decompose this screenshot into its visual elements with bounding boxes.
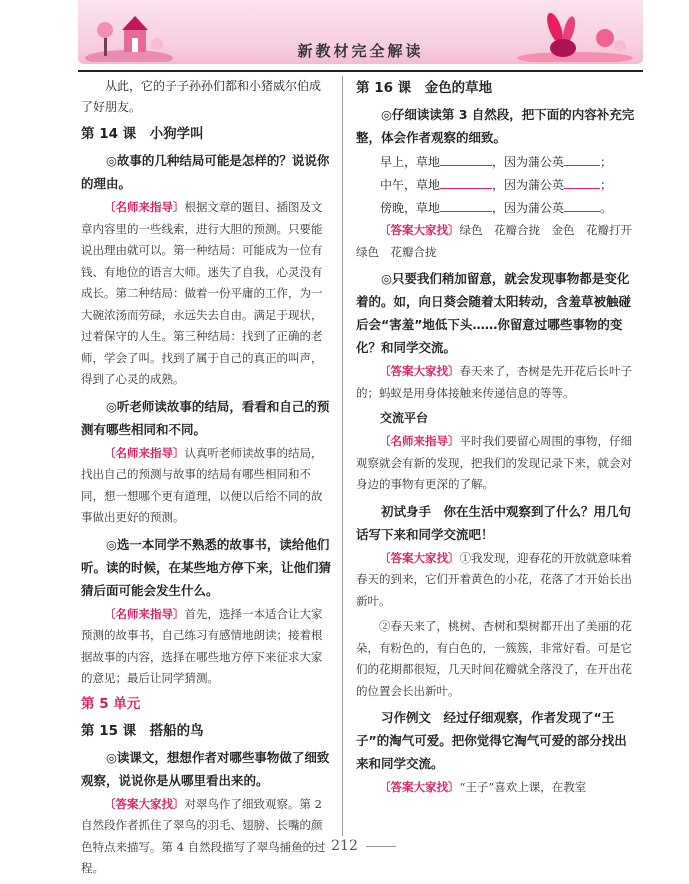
page-number [0,838,689,854]
fill-text: ； [600,178,613,192]
question-2: ◎听老师读故事的结局，看看和自己的预测有哪些相同和不同。 [81,398,330,437]
blank-line [440,176,492,189]
answer-tag: 〔答案大家找〕 [379,550,460,565]
answer-5 [356,220,644,263]
answer-6 [356,361,638,404]
practice-prompt: 习作例文 经过仔细观察，作者发现了“王子”的淘气可爱。把你觉得它淘气可爱的部分找出来和同学交流。 [356,710,627,771]
right-column [356,76,644,803]
lesson-14-title: 第 14 课 小狗学叫 [81,126,204,142]
answer-tag: 〔名师来指导〕 [104,606,185,621]
fill-text: 。 [600,201,613,215]
answer-7 [356,431,638,496]
answer-4 [81,794,332,880]
answer-text: ①我发现，迎春花的开放就意味着春天的到来，它们开着黄色的小花，花落了才开始长出新叶。 [356,550,632,608]
blank-line [564,153,600,166]
fill-text: 早上，草地 [380,155,441,169]
question-6: ◎只要我们稍加留意，就会发现事物都是变化着的。如，向日葵会随着太阳转动，含羞草被触碰后会“害羞”地低下头……你留意过哪些事物的变化？和同学交流。 [356,271,632,355]
fill-text: ； [600,155,613,169]
fill-text: ，因为蒲公英 [492,155,565,169]
lesson-15-title: 第 15 课 搭船的鸟 [81,722,204,739]
question-5: ◎仔细读读第 3 自然段，把下面的内容补充完整，体会作者观察的细致。 [356,107,635,145]
question-3: ◎选一本同学不熟悉的故事书，读给他们听。读的时候，在某些地方停下来，让他们猜猜后面可能会发生什么。 [81,536,332,598]
fill-blank-evening [356,197,638,220]
blank-line [440,153,492,166]
answer-text: 认真听老师读故事的结局，找出自己的预测与故事的结局有哪些相同和不同，想一想哪个更有道理，以便以后给不同的故事做出更好的预测。 [81,445,323,524]
answer-3 [81,604,332,690]
blank-line [564,199,600,212]
dash-left [293,846,323,847]
column-divider [342,76,343,836]
blank-line [440,199,492,212]
answer-text: 绿色 花瓣合拢 金色 花瓣打开 绿色 花瓣合拢 [356,223,644,259]
answer-2 [81,443,332,529]
answer-tag: 〔答案大家找〕 [379,364,460,378]
answer-tag: 〔名师来指导〕 [379,434,460,448]
answer-tag: 〔答案大家找〕 [104,796,185,811]
answer-8 [356,548,638,613]
header-rule [78,70,643,72]
answer-text: 平时我们要留心周围的事物，仔细观察就会有新的发现，把我们的发现记录下来，就会对身边的事物有更深的了解。 [356,434,632,491]
answer-text: 首先，选择一本适合让大家预测的故事书，自己练习有感情地朗读；接着根据故事的内容，选择在哪些地方停下来征求大家的意见；最后让同学猜测。 [81,606,323,685]
answer-1 [81,197,332,391]
question-4: ◎读课文，想想作者对哪些事物做了细致观察，说说你是从哪里看出来的。 [81,749,330,788]
answer-tag: 〔答案大家找〕 [379,223,460,237]
header-banner [78,0,643,64]
answer-tag: 〔名师来指导〕 [104,445,185,460]
fill-text: ，因为蒲公英 [492,178,565,192]
fill-text: 中午，草地 [380,178,441,192]
question-1: ◎故事的几种结局可能是怎样的？说说你的理由。 [81,153,330,191]
dash-right [366,846,396,847]
answer-text: 春天来了，杏树是先开花后长叶子的；蚂蚁是用身体接触来传递信息的等等。 [356,364,632,400]
answer-tag: 〔名师来指导〕 [104,200,185,214]
fill-blank-noon [356,174,638,197]
bunny-illustration-icon [515,8,635,62]
answer-8-part-2: ②春天来了，桃树、杏树和梨树都开出了美丽的花朵，有粉色的，有白色的，一簇簇，非常好看。可是它们的花期都很短，几天时间花瓣就全落没了，在开出花的位置会长出新叶。 [356,619,632,698]
fill-blank-morning [356,151,638,174]
fill-text: 傍晚，草地 [380,201,441,215]
answer-text: 对翠鸟作了细致观察。第 2 自然段作者抓住了翠鸟的羽毛、翅膀、长嘴的颜色特点来描写。第 4 自然段描写了翠鸟捕鱼的过程。 [81,796,326,875]
exchange-heading: 交流平台 [380,411,429,425]
page-number-text: 212 [331,838,358,854]
fill-text: ，因为蒲公英 [492,201,565,215]
answer-text: 根据文章的题目、插图及文章内容里的一些线索，进行大胆的预测。只要能说出理由就可以。第一种结局：可能成为一位有钱、有地位的语言大师。迷失了自我，心灵没有成长。第二种结局：做着一份平庸的工作，为一大碗浓汤而劳碌，永远失去自由。满足于现状，过着保守的人生。第三种结局：找到了正确的老师，学会了叫。找到了属于自己的真正的叫声，得到了心灵的成熟。 [81,200,323,386]
left-column [81,76,332,884]
tryout-prompt: 初试身手 你在生活中观察到了什么？用几句话写下来和同学交流吧！ [356,503,632,542]
unit-5-title: 第 5 单元 [81,695,141,712]
answer-text: “王子”喜欢上课，在教室 [459,780,587,794]
intro-text: 从此，它的子子孙孙们都和小猪威尔伯成了好朋友。 [81,79,322,114]
lesson-16-title: 第 16 课 金色的草地 [356,80,493,96]
answer-tag: 〔答案大家找〕 [379,780,460,794]
header-title: 新教材完全解读 [297,42,424,60]
blank-line [564,176,600,189]
answer-9 [356,777,638,799]
